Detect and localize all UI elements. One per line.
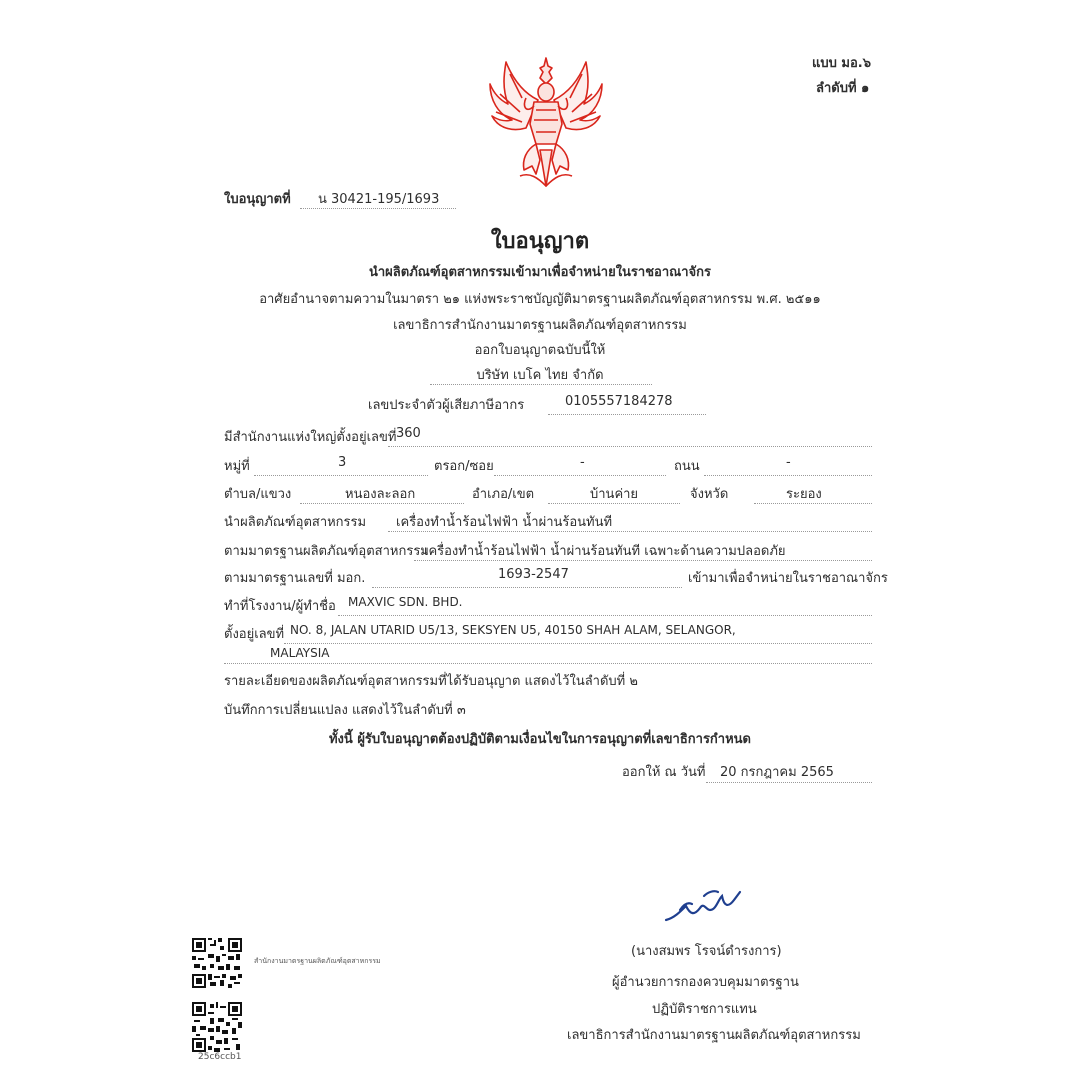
garuda-emblem-icon bbox=[486, 54, 606, 190]
signatory-title2: ปฏิบัติราชการแทน bbox=[652, 1002, 757, 1017]
company-name: บริษัท เบโค ไทย จำกัด bbox=[476, 368, 604, 383]
standard-no-value: 1693-2547 bbox=[498, 567, 569, 582]
province-value: ระยอง bbox=[786, 487, 822, 502]
signatory-title3: เลขาธิการสำนักงานมาตรฐานผลิตภัณฑ์อุตสาหกรรม bbox=[567, 1028, 861, 1043]
factory-label: ทำที่โรงงาน/ผู้ทำชื่อ bbox=[224, 599, 336, 614]
condition-line: ทั้งนี้ ผู้รับใบอนุญาตต้องปฏิบัติตามเงื่อนไขในการอนุญาตที่เลขาธิการกำหนด bbox=[328, 732, 751, 747]
road-value: - bbox=[786, 455, 791, 470]
tambon-label: ตำบล/แขวง bbox=[224, 487, 292, 502]
soi-label: ตรอก/ซอย bbox=[434, 459, 494, 474]
subtitle: นำผลิตภัณฑ์อุตสาหกรรมเข้ามาเพื่อจำหน่ายในราชอาณาจักร bbox=[369, 265, 711, 280]
form-code: แบบ มอ.๖ bbox=[812, 56, 871, 71]
standard-value: เครื่องทำน้ำร้อนไฟฟ้า น้ำผ่านร้อนทันที เฉพาะด้านความปลอดภัย bbox=[424, 544, 786, 559]
amphoe-value: บ้านค่าย bbox=[590, 487, 639, 502]
issue-line: ออกใบอนุญาตฉบับนี้ให้ bbox=[474, 343, 606, 358]
province-label: จังหวัด bbox=[690, 487, 729, 502]
road-label: ถนน bbox=[674, 459, 700, 474]
tax-id-label: เลขประจำตัวผู้เสียภาษีอากร bbox=[368, 398, 525, 413]
qr-caption: สำนักงานมาตรฐานผลิตภัณฑ์อุตสาหกรรม bbox=[254, 957, 381, 965]
authority-line: อาศัยอำนาจตามความในมาตรา ๒๑ แห่งพระราชบัญญัติมาตรฐานผลิตภัณฑ์อุตสาหกรรม พ.ศ. ๒๕๑๑ bbox=[259, 292, 821, 307]
secretary-line: เลขาธิการสำนักงานมาตรฐานผลิตภัณฑ์อุตสาหกรรม bbox=[393, 318, 687, 333]
issued-date: 20 กรกฎาคม 2565 bbox=[720, 765, 834, 780]
amphoe-label: อำเภอ/เขต bbox=[472, 487, 535, 502]
product-value: เครื่องทำน้ำร้อนไฟฟ้า น้ำผ่านร้อนทันที bbox=[396, 515, 613, 530]
form-order: ลำดับที่ ๑ bbox=[816, 81, 870, 96]
moo-label: หมู่ที่ bbox=[224, 459, 250, 474]
detail-line: รายละเอียดของผลิตภัณฑ์อุตสาหกรรมที่ได้รับอนุญาต แสดงไว้ในลำดับที่ ๒ bbox=[224, 674, 638, 689]
standard-no-suffix: เข้ามาเพื่อจำหน่ายในราชอาณาจักร bbox=[688, 571, 888, 586]
signature-icon bbox=[660, 884, 744, 926]
standard-label: ตามมาตรฐานผลิตภัณฑ์อุตสาหกรรม bbox=[224, 544, 429, 559]
signatory-name: (นางสมพร โรจน์ดำรงการ) bbox=[631, 944, 782, 959]
tambon-value: หนองละลอก bbox=[345, 487, 416, 502]
soi-value: - bbox=[580, 455, 585, 470]
hq-value: 360 bbox=[396, 426, 421, 441]
qr-code-icon[interactable] bbox=[192, 938, 242, 988]
license-no-value: น 30421-195/1693 bbox=[318, 192, 440, 207]
tax-id-value: 0105557184278 bbox=[565, 394, 673, 409]
factory-address-label: ตั้งอยู่เลขที่ bbox=[224, 627, 285, 642]
page-title: ใบอนุญาต bbox=[490, 229, 590, 254]
standard-no-label: ตามมาตรฐานเลขที่ มอก. bbox=[224, 571, 366, 586]
license-no-label: ใบอนุญาตที่ bbox=[224, 192, 291, 207]
factory-value: MAXVIC SDN. BHD. bbox=[348, 595, 463, 609]
factory-address-line2: MALAYSIA bbox=[270, 646, 330, 660]
signatory-title1: ผู้อำนวยการกองควบคุมมาตรฐาน bbox=[612, 975, 799, 990]
hq-label: มีสำนักงานแห่งใหญ่ตั้งอยู่เลขที่ bbox=[224, 430, 397, 445]
factory-address-line1: NO. 8, JALAN UTARID U5/13, SEKSYEN U5, 40150 SHAH ALAM, SELANGOR, bbox=[290, 623, 736, 637]
moo-value: 3 bbox=[338, 455, 347, 470]
change-line: บันทึกการเปลี่ยนแปลง แสดงไว้ในลำดับที่ ๓ bbox=[224, 703, 466, 718]
issued-label: ออกให้ ณ วันที่ bbox=[622, 765, 706, 780]
qr-code-secondary-icon[interactable] bbox=[192, 1002, 242, 1052]
qr-code-id: 25c6ccb1 bbox=[198, 1052, 242, 1062]
product-label: นำผลิตภัณฑ์อุตสาหกรรม bbox=[224, 515, 367, 530]
